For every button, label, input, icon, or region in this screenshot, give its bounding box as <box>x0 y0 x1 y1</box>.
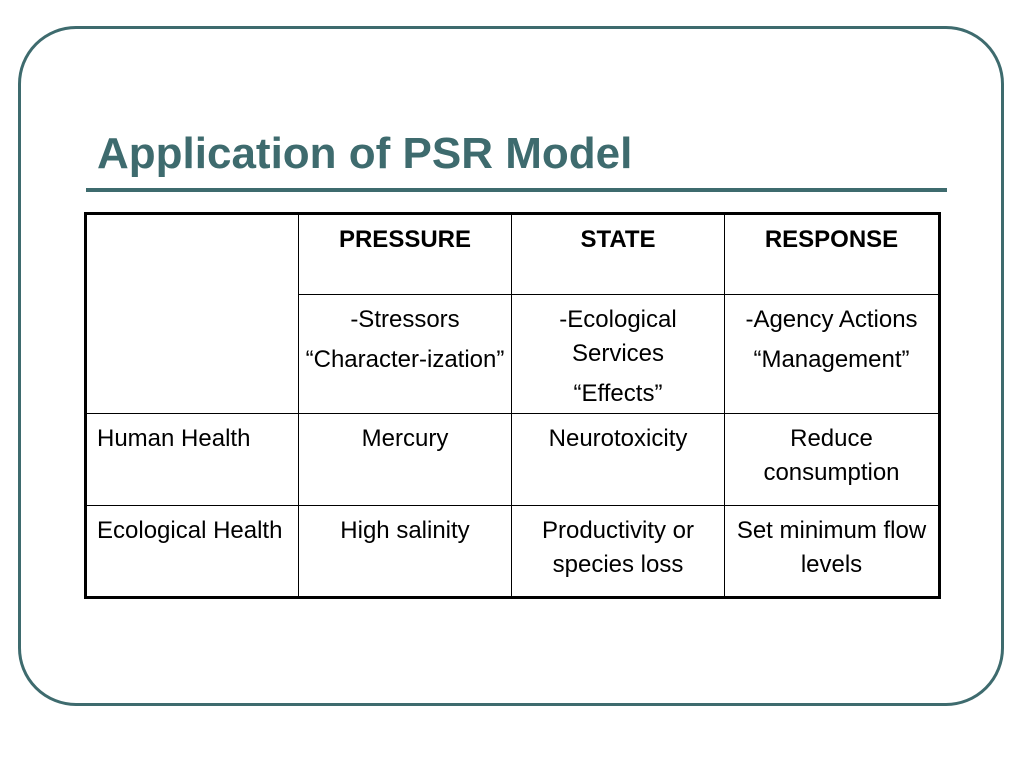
cell-eco-pressure: High salinity <box>299 506 512 598</box>
subheader-pressure <box>299 295 512 414</box>
subheader-pressure-quote: “Character-ization” <box>305 346 505 373</box>
cell-human-response: Reduce consumption <box>725 414 940 506</box>
slide-title: Application of PSR Model <box>97 129 633 178</box>
table-row <box>86 414 940 506</box>
subheader-response-quote: “Management” <box>753 346 910 373</box>
table-row <box>86 506 940 598</box>
header-pressure: PRESSURE <box>299 214 512 295</box>
subheader-state-quote: “Effects” <box>573 380 663 407</box>
row-label-ecological-health: Ecological Health <box>86 506 299 598</box>
header-state: STATE <box>512 214 725 295</box>
cell-human-state: Neurotoxicity <box>512 414 725 506</box>
header-response: RESPONSE <box>725 214 940 295</box>
subheader-pressure-text: -Stressors <box>350 306 460 333</box>
subheader-state <box>512 295 725 414</box>
title-divider <box>86 188 947 192</box>
subheader-response <box>725 295 940 414</box>
subheader-response-text: -Agency Actions <box>745 306 918 333</box>
cell-human-pressure: Mercury <box>299 414 512 506</box>
subheader-state-text: -Ecological Services <box>559 306 677 367</box>
psr-table <box>84 212 941 599</box>
corner-cell <box>86 214 299 414</box>
row-label-human-health: Human Health <box>86 414 299 506</box>
table-header-row <box>86 214 940 295</box>
cell-eco-response: Set minimum flow levels <box>725 506 940 598</box>
cell-eco-state: Productivity or species loss <box>512 506 725 598</box>
